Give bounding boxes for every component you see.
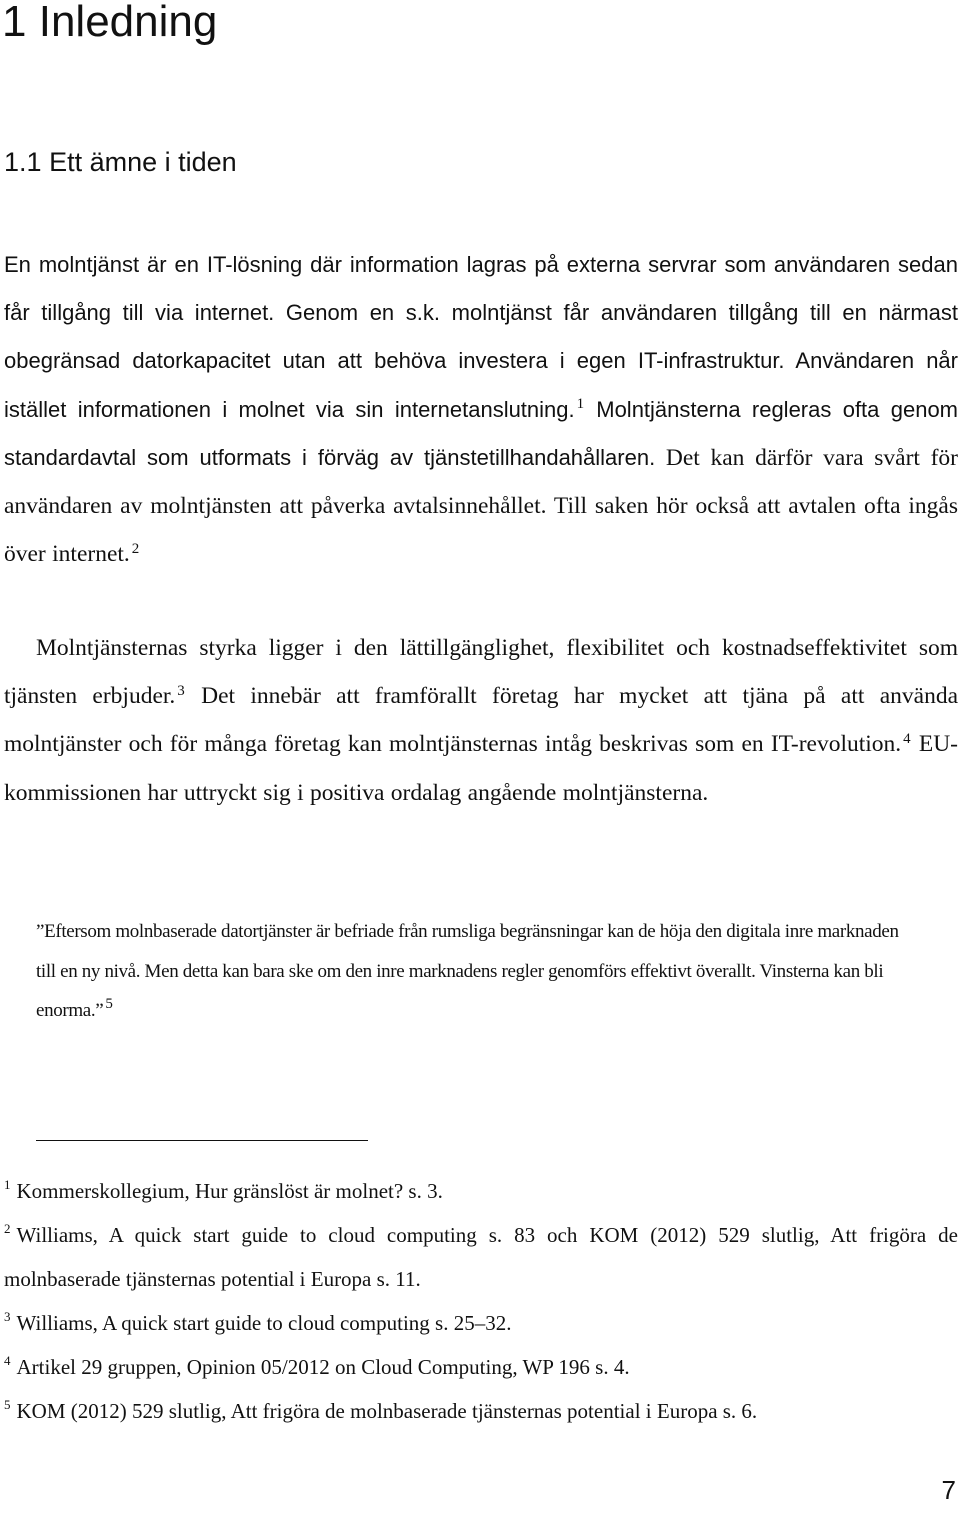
footnote-5 <box>4 1389 958 1433</box>
footnote-4-text: Artikel 29 gruppen, Opinion 05/2012 on Cloud Computing, WP 196 s. 4. <box>16 1355 630 1379</box>
paragraph-intro-sentence-2: Molntjänsterna regleras ofta genom standardavtal som utformats i förväg av tjänstetillhandahållaren. <box>4 396 959 470</box>
paragraph-strengths <box>4 624 958 817</box>
paragraph-strengths-sentence-2: Det innebär att framförallt företag har mycket att tjäna på att använda molntjänster och för många företag kan molntjänsternas intåg beskrivas som en IT-revolution. <box>4 683 959 758</box>
paragraph-intro-sentence-3: Det kan därför vara svårt för användaren av molntjänsten att påverka avtalsinnehållet. Till saken hör också att avtalen ofta ingås över internet. <box>4 444 958 568</box>
page-number: 7 <box>941 1475 956 1505</box>
footnote-5-number: 5 <box>4 1396 11 1412</box>
footnote-ref-1[interactable]: 1 <box>576 396 585 413</box>
paragraph-strengths-sentence-3: EU-kommissionen har uttryckt sig i positiva ordalag angående molntjänsterna. <box>4 731 959 806</box>
footnote-ref-3[interactable]: 3 <box>177 682 185 699</box>
paragraph-intro <box>4 241 958 578</box>
chapter-heading <box>2 0 217 50</box>
footnote-3 <box>4 1301 958 1345</box>
footnote-3-number: 3 <box>4 1308 11 1324</box>
footnote-2 <box>4 1213 958 1301</box>
footnote-1-text: Kommerskollegium, Hur gränslöst är molnet? s. 3. <box>16 1179 443 1203</box>
footnote-4-number: 4 <box>4 1352 11 1368</box>
section-title: Ett ämne i tiden <box>49 147 237 177</box>
block-quote <box>36 912 906 1031</box>
section-number: 1.1 <box>4 147 42 177</box>
footnote-ref-2[interactable]: 2 <box>131 540 140 557</box>
footnote-5-text: KOM (2012) 529 slutlig, Att frigöra de molnbaserade tjänsternas potential i Europa s. 6. <box>16 1399 758 1423</box>
paragraph-strengths-sentence-1: Molntjänsternas styrka ligger i den lättillgänglighet, flexibilitet och kostnadseffektivitet som tjänsten erbjuder. <box>4 635 958 710</box>
footnote-4 <box>4 1345 958 1389</box>
footnote-2-text: Williams, A quick start guide to cloud computing s. 83 och KOM (2012) 529 slutlig, Att frigöra de molnbaserade tjänsternas potential i Europa s. 11. <box>4 1223 958 1291</box>
chapter-number: 1 <box>2 0 27 46</box>
footnote-separator <box>36 1140 368 1141</box>
block-quote-text: ”Eftersom molnbaserade datortjänster är befriade från rumsliga begränsningar kan de höja den digitala inre marknaden till en ny nivå. Men detta kan bara ske om den inre marknadens regler genomförs effektivt överallt. Vinsterna kan bli enorma.” <box>36 921 899 1021</box>
footnote-ref-4[interactable]: 4 <box>903 731 911 748</box>
footnote-1 <box>4 1169 958 1213</box>
chapter-title: Inledning <box>38 0 218 46</box>
section-heading <box>4 144 237 180</box>
footnote-1-number: 1 <box>4 1176 11 1192</box>
footnotes-list <box>4 1169 958 1433</box>
footnote-2-number: 2 <box>4 1220 11 1236</box>
paragraph-intro-sentence-1: En molntjänst är en IT-lösning där information lagras på externa servrar som användaren sedan får tillgång till via internet. Genom en s.k. molntjänst får användaren tillgång till en närmast obegränsad datorkapacitet utan att behöva investera i egen IT-infrastruktur. Användaren når istället informationen i molnet via sin internetanslutning. <box>4 252 958 422</box>
footnote-ref-5[interactable]: 5 <box>105 995 113 1012</box>
footnote-3-text: Williams, A quick start guide to cloud computing s. 25–32. <box>16 1311 512 1335</box>
